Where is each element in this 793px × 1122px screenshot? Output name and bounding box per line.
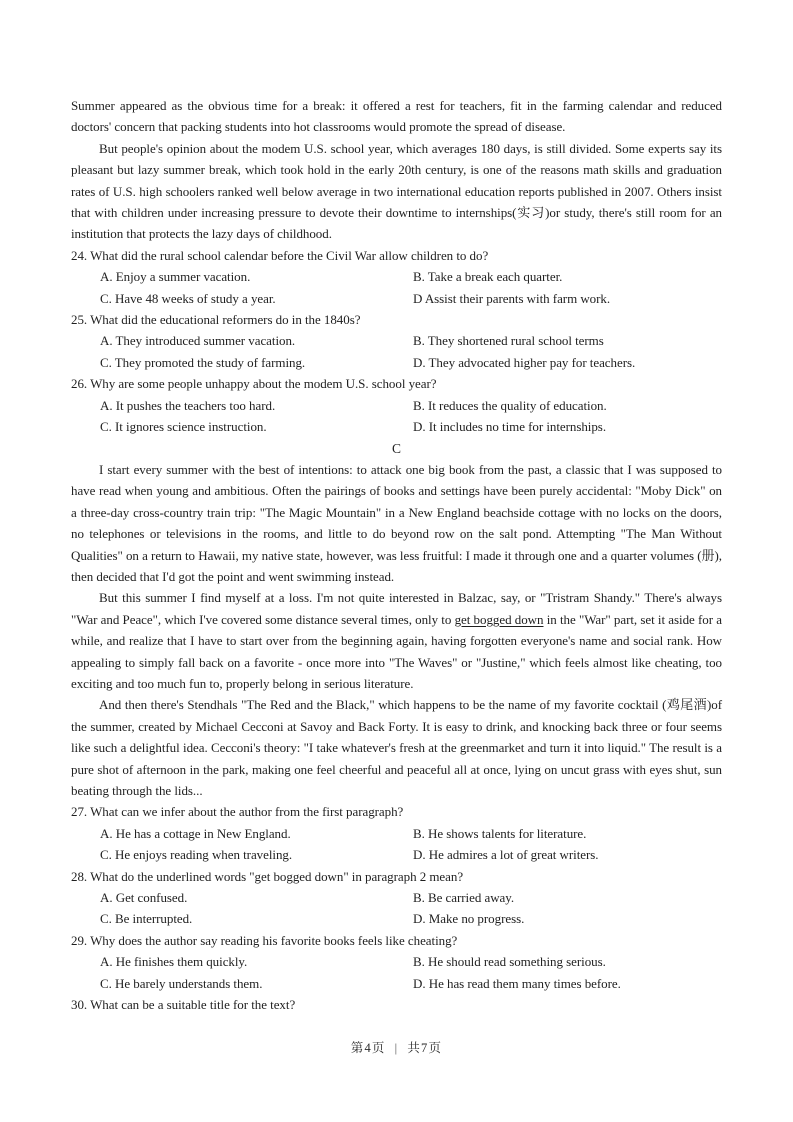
footer-total-pages: 共7页 xyxy=(407,1041,443,1055)
question-text: What can we infer about the author from the first paragraph? xyxy=(90,804,404,820)
option-d: D. It includes no time for internships. xyxy=(413,419,607,435)
question-text: What do the underlined words "get bogged down" in paragraph 2 mean? xyxy=(90,868,464,884)
option-b: B. He should read something serious. xyxy=(413,954,606,970)
question-text: What did the educational reformers do in the 1840s? xyxy=(90,312,361,328)
question-25-stem xyxy=(71,309,722,330)
passage-b-paragraph-2: But people's opinion about the modem U.S. school year, which averages 180 days, is still divided. Some experts say its pleasant but lazy summer break, which took hold in the early 20th century, is one of the reasons math skills and graduation rates of U.S. high schoolers ranked well below average in two international education reports published in 2007. Others insist that with children under increasing pressure to devote their downtime to internships(实习)or study, there's still room for an institution that protects the lazy days of childhood. xyxy=(71,140,722,242)
option-c: C. Have 48 weeks of study a year. xyxy=(100,290,276,306)
option-a: A. Enjoy a summer vacation. xyxy=(100,269,251,285)
question-29-options xyxy=(71,951,722,994)
question-text: Why are some people unhappy about the modem U.S. school year? xyxy=(90,376,437,392)
passage-c-paragraph-3: And then there's Stendhals "The Red and the Black," which happens to be the name of my favorite cocktail (鸡尾酒)of the summer, created by Michael Cecconi at Savoy and Back Forty. It is easy to drink, and knocking back three or four seems like such a delightful idea. Cecconi's theory: "I take whatever's fresh at the greenmarket and turn it into liquid." The result is a pure shot of afternoon in the park, making one feel cheerful and peaceful all at once, lying on uncut grass with eyes shut, sun beating through the lids... xyxy=(71,697,722,798)
option-c: C. Be interrupted. xyxy=(100,911,193,927)
passage-c-paragraph-1: I start every summer with the best of intentions: to attack one big book from the past, a classic that I was supposed to have read when young and ambitious. Often the pairings of books and settings have been purely accidental: "Moby Dick" on a three-day cross-country train trip: "The Magic Mountain" in a New England beachside cottage with no locks on the doors, no telephones or televisions in the rooms, and little to do beyond row on the salt pond. Attempting "The Man Without Qualities" on a return to Hawaii, my native state, however, was less fruitful: I made it through one and a quarter volumes (册), then decided that I'd got the point and went swimming instead. xyxy=(71,461,722,584)
option-a: A. They introduced summer vacation. xyxy=(100,333,296,349)
option-c: C. They promoted the study of farming. xyxy=(100,354,306,370)
question-number: 25. xyxy=(71,312,88,328)
option-d: D. They advocated higher pay for teachers. xyxy=(413,354,636,370)
option-b: B. Be carried away. xyxy=(413,890,515,906)
question-number: 27. xyxy=(71,804,88,820)
option-d: D Assist their parents with farm work. xyxy=(413,290,611,306)
question-24 xyxy=(71,245,722,309)
question-number: 24. xyxy=(71,247,88,263)
option-a: A. He finishes them quickly. xyxy=(100,954,248,970)
option-c: C. It ignores science instruction. xyxy=(100,419,267,435)
question-29 xyxy=(71,930,722,994)
question-28-stem xyxy=(71,866,722,887)
question-29-stem xyxy=(71,930,722,951)
paragraph-text-after: in the "War" part, set it aside for a while, and realize that I have to start over from the beginning again, having forgotten everyone's name and social rank. How appealing to simply fall back on a favorite - once more into "The Waves" or "Justine," which feels almost like cheating, too exciting and too much fun to, properly belong in serious literature. xyxy=(71,611,722,691)
question-27-stem xyxy=(71,801,722,822)
question-30-stem xyxy=(71,994,722,1015)
page-footer xyxy=(0,1038,793,1056)
question-27 xyxy=(71,801,722,865)
option-c: C. He barely understands them. xyxy=(100,975,263,991)
question-text: Why does the author say reading his favorite books feels like cheating? xyxy=(90,932,458,948)
option-a: A. Get confused. xyxy=(100,890,188,906)
underlined-phrase: get bogged down xyxy=(454,611,544,627)
question-26-options xyxy=(71,395,722,438)
question-26 xyxy=(71,373,722,437)
question-25-options xyxy=(71,330,722,373)
question-26-stem xyxy=(71,373,722,394)
paragraph-text-before: But this summer I find myself at a loss. I'm not quite interested in Balzac, say, or "Tristram Shandy." There's always "War and Peace", which I've covered some distance several times, only to xyxy=(71,590,722,627)
question-number: 30. xyxy=(71,997,88,1013)
option-a: A. It pushes the teachers too hard. xyxy=(100,397,276,413)
option-d: D. Make no progress. xyxy=(413,911,525,927)
question-27-options xyxy=(71,823,722,866)
question-28-options xyxy=(71,887,722,930)
question-25 xyxy=(71,309,722,373)
question-number: 29. xyxy=(71,932,88,948)
passage-c-paragraph-2 xyxy=(71,587,722,694)
question-24-options xyxy=(71,266,722,309)
option-b: B. It reduces the quality of education. xyxy=(413,397,607,413)
option-b: B. Take a break each quarter. xyxy=(413,269,563,285)
option-b: B. They shortened rural school terms xyxy=(413,333,604,349)
option-b: B. He shows talents for literature. xyxy=(413,825,587,841)
question-30 xyxy=(71,994,722,1015)
question-24-stem xyxy=(71,245,722,266)
question-text: What did the rural school calendar before the Civil War allow children to do? xyxy=(90,247,489,263)
footer-separator: | xyxy=(394,1041,399,1055)
option-d: D. He admires a lot of great writers. xyxy=(413,847,599,863)
question-number: 26. xyxy=(71,376,88,392)
option-d: D. He has read them many times before. xyxy=(413,975,621,991)
page-content xyxy=(71,95,722,1015)
question-number: 28. xyxy=(71,868,88,884)
footer-current-page: 第4页 xyxy=(350,1041,386,1055)
option-a: A. He has a cottage in New England. xyxy=(100,825,291,841)
question-text: What can be a suitable title for the text? xyxy=(90,997,296,1013)
question-28 xyxy=(71,866,722,930)
section-c-heading: C xyxy=(391,440,401,456)
option-c: C. He enjoys reading when traveling. xyxy=(100,847,293,863)
passage-b-paragraph-1: Summer appeared as the obvious time for a break: it offered a rest for teachers, fit in the farming calendar and reduced doctors' concern that packing students into hot classrooms would promote the spread of disease. xyxy=(71,98,722,135)
